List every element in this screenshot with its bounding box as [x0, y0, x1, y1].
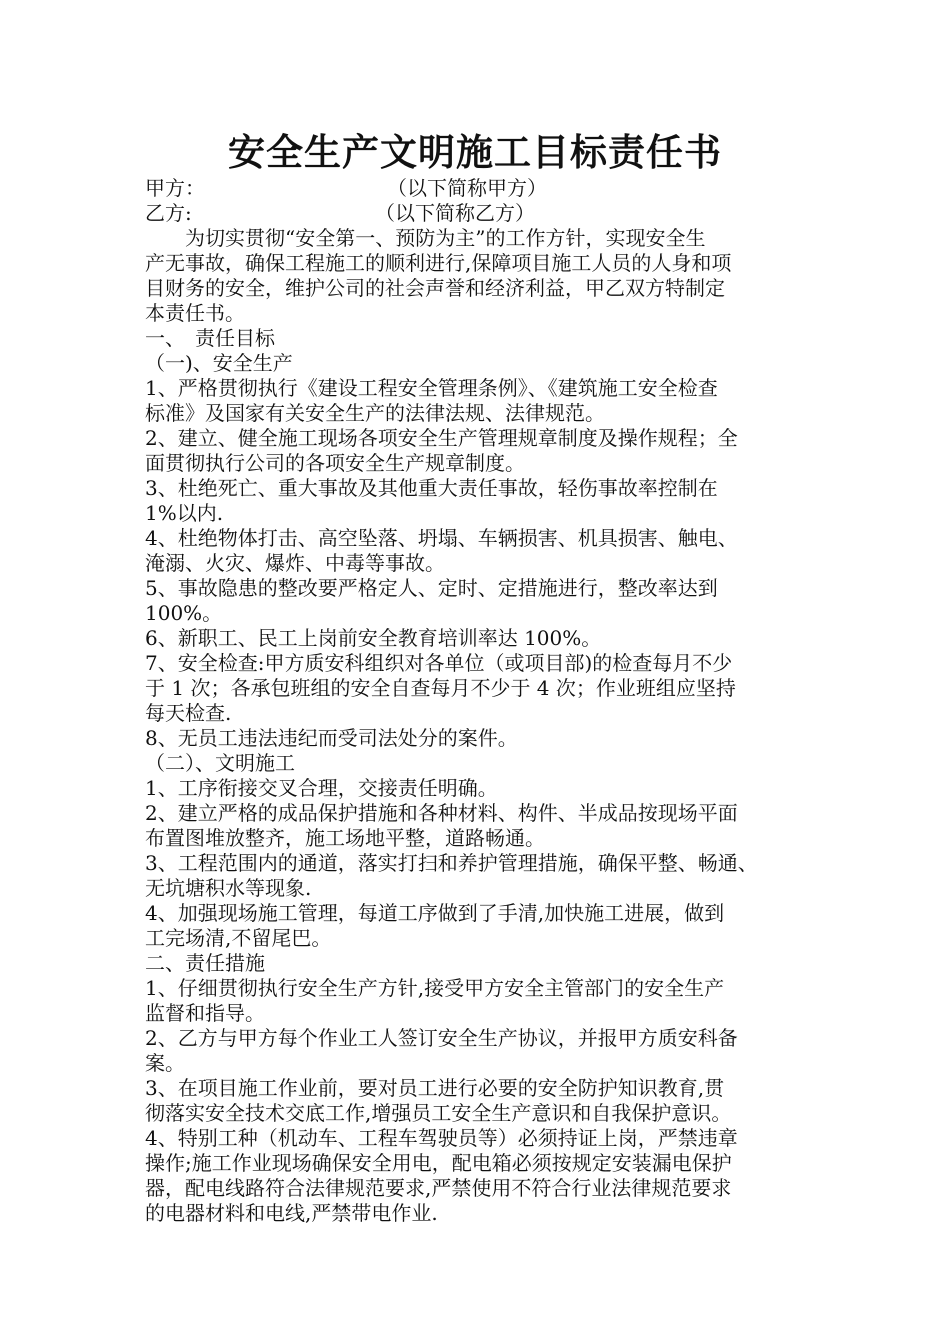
- text-line: 目财务的安全，维护公司的社会声誉和经济利益，甲乙双方特制定: [145, 276, 725, 300]
- text-line: 6、新职工、民工上岗前安全教育培训率达 100%。: [145, 626, 602, 650]
- text-line: 操作;施工作业现场确保安全用电，配电箱必须按规定安装漏电保护: [145, 1151, 732, 1175]
- text-line: 布置图堆放整齐，施工场地平整，道路畅通。: [145, 826, 545, 850]
- text-line: 于 1 次；各承包班组的安全自查每月不少于 4 次；作业班组应坚持: [145, 676, 736, 700]
- text-line: （二）、文明施工: [145, 751, 295, 775]
- text-line: 为切实贯彻“安全第一、预防为主”的工作方针，实现安全生: [145, 226, 706, 250]
- text-line: 4、特别工种（机动车、工程车驾驶员等）必须持证上岗，严禁违章: [145, 1126, 738, 1150]
- text-line: 3、在项目施工作业前，要对员工进行必要的安全防护知识教育,贯: [145, 1076, 725, 1100]
- text-line: 的电器材料和电线,严禁带电作业.: [145, 1201, 438, 1225]
- party-a-label: 甲方：: [145, 176, 205, 200]
- party-b-label: 乙方:: [145, 201, 192, 225]
- text-line: 产无事故，确保工程施工的顺利进行,保障项目施工人员的人身和项: [145, 251, 732, 275]
- text-line: 8、无员工违法违纪而受司法处分的案件。: [145, 726, 518, 750]
- party-a-line: [145, 176, 825, 201]
- text-line: 无坑塘积水等现象.: [145, 876, 312, 900]
- text-line: 二、责任措施: [145, 951, 265, 975]
- paragraph-lines: [145, 226, 825, 1226]
- document-body: [145, 176, 825, 1226]
- text-line: 2、乙方与甲方每个作业工人签订安全生产协议，并报甲方质安科备: [145, 1026, 738, 1050]
- text-line: 本责任书。: [145, 301, 245, 325]
- text-line: 一、 责任目标: [145, 326, 275, 350]
- text-line: 2、建立严格的成品保护措施和各种材料、构件、半成品按现场平面: [145, 801, 738, 825]
- text-line: 器，配电线路符合法律规范要求,严禁使用不符合行业法律规范要求: [145, 1176, 732, 1200]
- text-line: 4、加强现场施工管理，每道工序做到了手清,加快施工进展，做到: [145, 901, 725, 925]
- text-line: 每天检查.: [145, 701, 232, 725]
- text-line: 1%以内.: [145, 501, 224, 525]
- text-line: 彻落实安全技术交底工作,增强员工安全生产意识和自我保护意识。: [145, 1101, 732, 1125]
- text-line: （一)、安全生产: [145, 351, 293, 375]
- text-line: 工完场清,不留尾巴。: [145, 926, 332, 950]
- party-b-note: （以下简称乙方）: [375, 201, 535, 225]
- text-line: 监督和指导。: [145, 1001, 265, 1025]
- text-line: 5、事故隐患的整改要严格定人、定时、定措施进行，整改率达到: [145, 576, 718, 600]
- document-title: 安全生产文明施工目标责任书: [228, 130, 722, 174]
- text-line: 1、工序衔接交叉合理，交接责任明确。: [145, 776, 498, 800]
- party-a-note: （以下简称甲方）: [387, 176, 547, 200]
- party-b-line: [145, 201, 825, 226]
- text-line: 标准》及国家有关安全生产的法律法规、法律规范。: [145, 401, 605, 425]
- text-line: 7、安全检查:甲方质安科组织对各单位（或项目部)的检查每月不少: [145, 651, 733, 675]
- text-line: 2、建立、健全施工现场各项安全生产管理规章制度及操作规程；全: [145, 426, 738, 450]
- text-line: 4、杜绝物体打击、高空坠落、坍塌、车辆损害、机具损害、触电、: [145, 526, 738, 550]
- text-line: 1、仔细贯彻执行安全生产方针,接受甲方安全主管部门的安全生产: [145, 976, 725, 1000]
- text-line: 100%。: [145, 601, 223, 625]
- text-line: 3、工程范围内的通道，落实打扫和养护管理措施，确保平整、畅通、: [145, 851, 758, 875]
- text-line: 1、严格贯彻执行《建设工程安全管理条例》、《建筑施工安全检查: [145, 376, 718, 400]
- text-line: 淹溺、火灾、爆炸、中毒等事故。: [145, 551, 445, 575]
- text-line: 3、杜绝死亡、重大事故及其他重大责任事故，轻伤事故率控制在: [145, 476, 718, 500]
- text-line: 面贯彻执行公司的各项安全生产规章制度。: [145, 451, 525, 475]
- text-line: 案。: [145, 1051, 185, 1075]
